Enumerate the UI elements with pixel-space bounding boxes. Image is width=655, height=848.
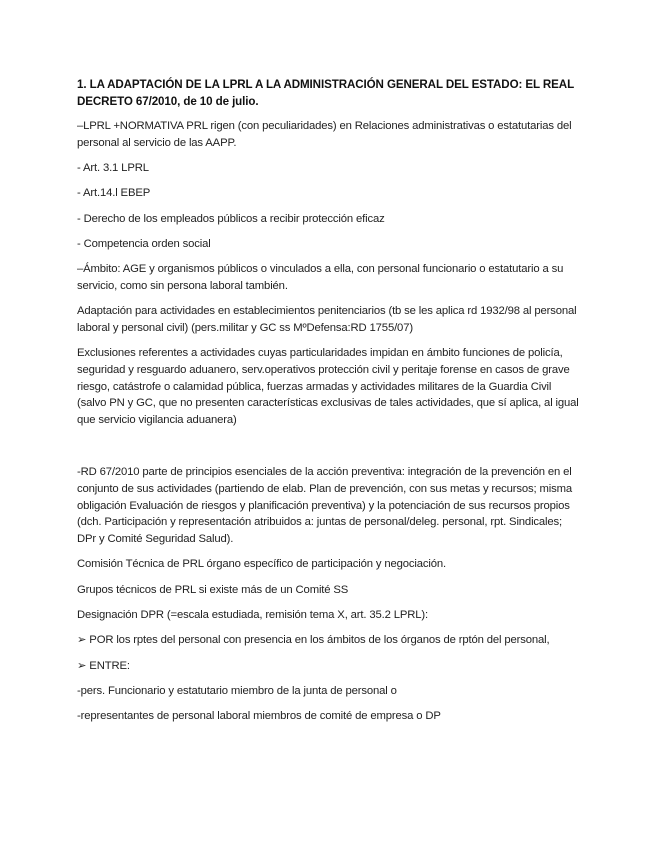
paragraph-representantes-laboral: -representantes de personal laboral miembros de comité de empresa o DP bbox=[77, 710, 441, 723]
paragraph-designacion-dpr: Designación DPR (=escala estudiada, remisión tema X, art. 35.2 LPRL): bbox=[77, 609, 429, 621]
paragraph-adaptacion-penitenciarios: Adaptación para actividades en establecimientos penitenciarios (tb se les aplica rd 1932/98 al personal laboral y personal civil) (pers.militar y GC ss MºDefensa:RD 1755/07) bbox=[77, 305, 577, 334]
paragraph-art-14: - Art.14.l EBEP bbox=[77, 187, 151, 200]
blank-space bbox=[77, 437, 580, 464]
paragraph-entre: ➢ ENTRE: bbox=[77, 659, 130, 672]
paragraph-pers-funcionario: -pers. Funcionario y estatutario miembro de la junta de personal o bbox=[77, 684, 397, 697]
paragraph-art-3-1: - Art. 3.1 LPRL bbox=[77, 162, 149, 174]
paragraph-lprl-normativa: –LPRL +NORMATIVA PRL rigen (con peculiaridades) en Relaciones administrativas o estatutarias del personal al servicio de las AAPP. bbox=[77, 120, 572, 149]
paragraph-comision-tecnica: Comisión Técnica de PRL órgano específico de participación y negociación. bbox=[77, 558, 446, 571]
paragraph-grupos-tecnicos: Grupos técnicos de PRL si existe más de un Comité SS bbox=[77, 583, 349, 596]
section-title: 1. LA ADAPTACIÓN DE LA LPRL A LA ADMINISTRACIÓN GENERAL DEL ESTADO: EL REAL DECRETO 67/2010, de 10 de julio. bbox=[77, 78, 574, 108]
document-page bbox=[77, 76, 580, 733]
paragraph-ambito: –Ámbito: AGE y organismos públicos o vinculados a ella, con personal funcionario o estatutario a su servicio, como sin persona laboral también. bbox=[77, 263, 564, 292]
paragraph-competencia: - Competencia orden social bbox=[77, 237, 211, 250]
paragraph-exclusiones: Exclusiones referentes a actividades cuyas particularidades impidan en ámbito funciones de policía, seguridad y resguardo aduanero, serv.operativos protección civil y peritaje forense en casos de grave riesgo, catástrofe o calamidad pública, fuerzas armadas y actividades militares de la Guardia Civil (salvo PN y GC, que no presenten características exclusivas de tales actividades, que sí aplica, al igual que servicio vigilancia aduanera) bbox=[77, 347, 579, 426]
paragraph-rd-67-2010: -RD 67/2010 parte de principios esenciales de la acción preventiva: integración de la prevención en el conjunto de sus actividades (partiendo de elab. Plan de prevención, con sus metas y recursos; misma obligación Evaluación de riesgos y planificación preventiva) y la potenciación de sus recursos propios (dch. Participación y representación atribuidos a: juntas de personal/deleg. personal, rpt. Sindicales; DPr y Comité Seguridad Salud). bbox=[77, 466, 573, 546]
paragraph-derecho-proteccion: - Derecho de los empleados públicos a recibir protección eficaz bbox=[77, 212, 385, 225]
paragraph-por-rptes: ➢ POR los rptes del personal con presencia en los ámbitos de los órganos de rptón del personal, bbox=[77, 634, 550, 647]
